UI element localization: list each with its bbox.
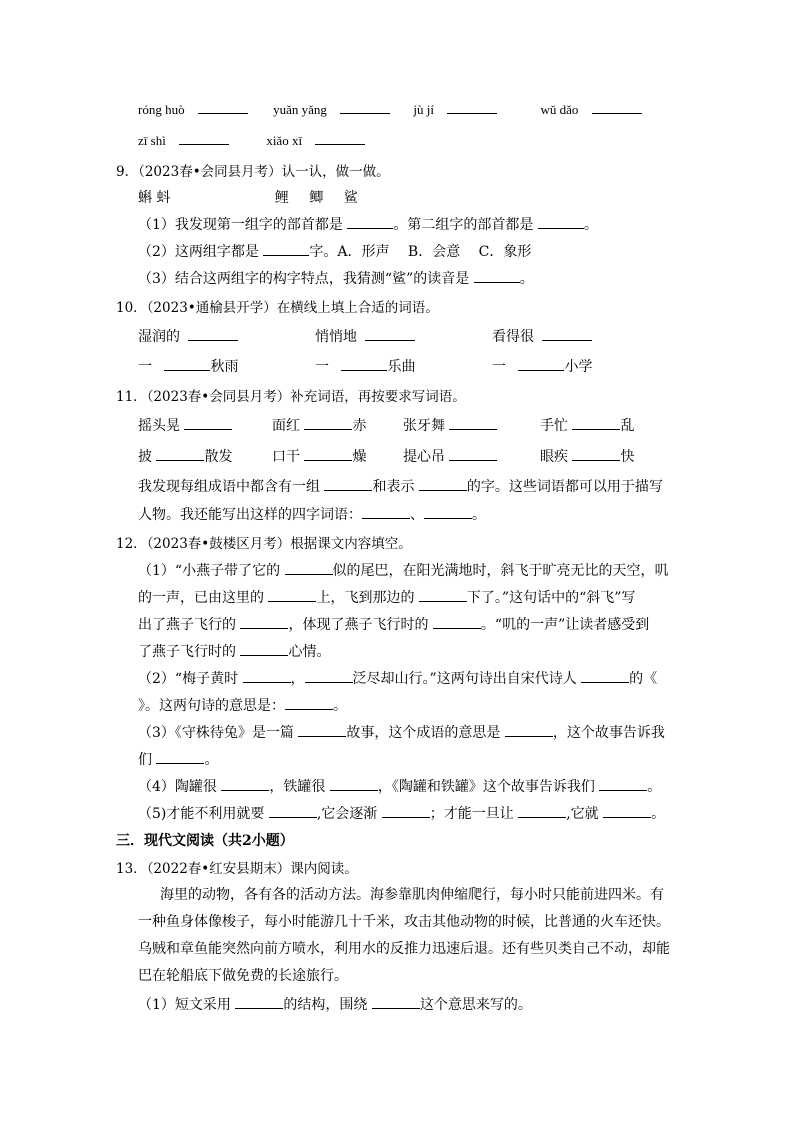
prompt-text: ,它就	[566, 806, 599, 822]
prompt-text: 了燕子飞行时的	[138, 644, 236, 660]
idiom-2	[272, 415, 366, 435]
answer-blank[interactable]	[324, 476, 372, 491]
answer-blank[interactable]	[424, 504, 472, 519]
answer-blank[interactable]	[542, 326, 592, 341]
question-source: （2023•通榆县开学）在横线上填上合适的词语。	[146, 300, 439, 316]
answer-blank[interactable]	[347, 214, 393, 229]
prompt-text: （2）这两组字都是	[138, 244, 259, 260]
question-11-header	[116, 385, 466, 405]
idiom-1	[138, 415, 232, 435]
word-prompt: 一	[492, 359, 506, 375]
prompt-text: （1）短文采用	[138, 997, 231, 1013]
prompt-text: 下了。”这句话中的“斜飞”写	[466, 590, 636, 606]
answer-blank[interactable]	[419, 587, 467, 602]
word-prompt: 悄悄地	[315, 329, 357, 345]
prompt-text: 出了燕子飞行的	[138, 617, 236, 633]
prompt-text: 。第二组字的部首都是	[393, 217, 534, 233]
question-number: 10．	[116, 300, 147, 316]
word-prompt: 湿润的	[138, 329, 180, 345]
q12-line-8	[138, 749, 218, 769]
passage-line-1: 海里的动物，各有各的活动方法。海参靠肌肉伸缩爬行，每小时只能前进四米。有	[160, 887, 664, 903]
answer-blank[interactable]	[179, 130, 229, 145]
answer-blank[interactable]	[447, 99, 497, 114]
answer-blank[interactable]	[581, 668, 629, 683]
prompt-text: （4）陶罐很	[138, 779, 217, 795]
prompt-text: 的一声，已由这里的	[138, 590, 264, 606]
question-source: （2022春•红安县期末）课内阅读。	[146, 861, 358, 877]
q9-sub-2	[138, 241, 531, 261]
word-prompt: 一	[315, 359, 329, 375]
idiom-part: 提心吊	[403, 449, 445, 465]
idiom-4	[540, 415, 634, 435]
prompt-text: ；才能一旦让	[429, 806, 514, 822]
answer-blank[interactable]	[240, 614, 288, 629]
passage-line-3: 乌贼和章鱼能突然向前方喷水，利用水的反推力迅速后退。还有些贝类自己不动，却能	[138, 941, 670, 957]
q12-line-9	[138, 776, 661, 796]
q10-row-2-a	[138, 356, 238, 376]
prompt-text: 。	[651, 806, 666, 822]
idiom-part: 手忙	[540, 418, 568, 434]
prompt-text: 故事，这个成语的意思是	[346, 725, 501, 741]
prompt-text: 。	[204, 752, 219, 768]
prompt-text: 字。A．形声 B．会意 C．象形	[309, 244, 532, 260]
pinyin-row-1	[138, 99, 642, 118]
answer-blank[interactable]	[184, 415, 232, 430]
q9-char-groups	[138, 187, 358, 207]
idiom-part: 摇头晃	[138, 418, 180, 434]
question-number: 12．	[116, 536, 147, 552]
answer-blank[interactable]	[315, 130, 365, 145]
prompt-text: ，铁罐很	[269, 779, 326, 795]
prompt-text: 。	[519, 271, 534, 287]
prompt-text: 的字。这些词语都可以用于描写	[466, 479, 663, 495]
idiom-part: 面红	[272, 418, 300, 434]
prompt-text: 似的尾巴，在阳光满地时，斜飞于旷亮无比的天空，叽	[332, 563, 669, 579]
pinyin-2: yuǎn yǎng	[273, 102, 327, 117]
idiom-part: 披	[138, 449, 152, 465]
prompt-text: ，《陶罐和铁罐》这个故事告诉我们	[377, 779, 595, 795]
q10-row-2-c	[492, 356, 592, 376]
q10-row-2-b	[315, 356, 415, 376]
answer-blank[interactable]	[221, 776, 269, 791]
prompt-text: ,它会逐渐	[316, 806, 378, 822]
prompt-text: （1）我发现第一组字的部首都是	[138, 217, 343, 233]
prompt-text: 。	[583, 217, 598, 233]
q9-sub-1	[138, 214, 598, 234]
answer-blank[interactable]	[240, 641, 288, 656]
char-group-2-a: 鲤	[274, 190, 289, 206]
char-group-1: 蝌 蚪	[138, 190, 171, 206]
word-prompt: 乐曲	[387, 359, 416, 375]
answer-blank[interactable]	[372, 994, 420, 1009]
idiom-part: 乱	[620, 418, 635, 434]
answer-blank[interactable]	[449, 446, 497, 461]
answer-blank[interactable]	[362, 504, 410, 519]
prompt-text: 。“叽的一声”让读者感受到	[480, 617, 650, 633]
answer-blank[interactable]	[198, 99, 248, 114]
answer-blank[interactable]	[518, 803, 566, 818]
answer-blank[interactable]	[156, 446, 204, 461]
q12-line-2	[138, 587, 635, 607]
answer-blank[interactable]	[269, 803, 317, 818]
q10-row-1-b	[315, 326, 415, 346]
idiom-3	[403, 415, 497, 435]
prompt-text: （5)才能不利用就要	[138, 806, 265, 822]
answer-blank[interactable]	[518, 356, 564, 371]
prompt-text: 们	[138, 752, 152, 768]
answer-blank[interactable]	[304, 415, 352, 430]
question-13-header	[116, 857, 358, 877]
char-group-2-b: 鲫	[309, 190, 324, 206]
answer-blank[interactable]	[419, 476, 467, 491]
pinyin-5: zī shì	[138, 133, 166, 148]
prompt-text: 心情。	[288, 644, 331, 660]
prompt-text: 。	[333, 698, 347, 714]
answer-blank[interactable]	[341, 356, 387, 371]
answer-blank[interactable]	[382, 803, 430, 818]
question-12-header	[116, 532, 412, 552]
answer-blank[interactable]	[603, 803, 651, 818]
prompt-text: 这个意思来写的。	[419, 997, 532, 1013]
question-source: （2023春•鼓楼区月考）根据课文内容填空。	[146, 536, 412, 552]
idiom-7	[403, 446, 497, 466]
word-prompt: 一	[138, 359, 152, 375]
word-prompt: 小学	[564, 359, 593, 375]
pinyin-3: jù jí	[413, 102, 434, 117]
answer-blank[interactable]	[330, 776, 378, 791]
idiom-part: 张牙舞	[403, 418, 445, 434]
answer-blank[interactable]	[268, 587, 316, 602]
answer-blank[interactable]	[505, 722, 553, 737]
char-group-2-c: 鲨	[343, 190, 358, 206]
prompt-text: （3）结合这两组字的构字特点，我猜测“鲨”的读音是	[138, 271, 470, 287]
answer-blank[interactable]	[263, 241, 309, 256]
prompt-text: （1）“小燕子带了它的	[138, 563, 281, 579]
answer-blank[interactable]	[538, 214, 584, 229]
answer-blank[interactable]	[243, 668, 291, 683]
idiom-part: 燥	[352, 449, 367, 465]
q10-row-1	[138, 326, 238, 346]
q12-line-3	[138, 614, 649, 634]
passage-line-4: 巴在轮船底下做免费的长途旅行。	[138, 968, 348, 984]
question-source: （2023春•会同县月考）认一认，做一做。	[138, 164, 390, 180]
answer-blank[interactable]	[285, 695, 333, 710]
answer-blank[interactable]	[235, 994, 283, 1009]
word-prompt: 秋雨	[210, 359, 239, 375]
q11-summary-1	[138, 476, 663, 496]
q12-line-4	[138, 641, 330, 661]
prompt-text: 上，飞到那边的	[316, 590, 415, 606]
q12-line-5	[138, 668, 657, 688]
pinyin-row-2	[138, 130, 365, 149]
prompt-text: 。	[647, 779, 662, 795]
prompt-text: ，这个故事告诉我	[552, 725, 665, 741]
prompt-text: 的《	[629, 671, 658, 687]
idiom-5	[138, 446, 232, 466]
prompt-text: ，	[290, 671, 305, 687]
answer-blank[interactable]	[156, 749, 204, 764]
answer-blank[interactable]	[592, 99, 642, 114]
idiom-6	[272, 446, 366, 466]
idiom-part: 快	[620, 449, 635, 465]
question-number: 9．	[116, 164, 139, 180]
prompt-text: 人物。我还能写出这样的四字词语：	[138, 507, 362, 523]
answer-blank[interactable]	[433, 614, 481, 629]
answer-blank[interactable]	[449, 415, 497, 430]
prompt-text: 》。这两句诗的意思是：	[138, 698, 285, 714]
question-number: 13．	[116, 861, 147, 877]
question-source: （2023春•会同县月考）补充词语，再按要求写词语。	[146, 389, 466, 405]
prompt-text: 的结构，围绕	[283, 997, 368, 1013]
q10-row-1-c	[492, 326, 592, 346]
q12-line-7	[138, 722, 665, 742]
question-9-header	[116, 160, 390, 180]
prompt-text: （2）“梅子黄时	[138, 671, 239, 687]
prompt-text: 、	[410, 507, 424, 523]
answer-blank[interactable]	[298, 722, 346, 737]
q12-line-1	[138, 560, 669, 580]
pinyin-4: wǔ dǎo	[540, 102, 579, 117]
idiom-part: 口干	[272, 449, 300, 465]
q12-line-10	[138, 803, 665, 823]
idiom-part: 散发	[204, 449, 233, 465]
passage-line-2: 一种鱼身体像梭子，每小时能游几十千米，攻击其他动物的时候，比普通的火车还快。	[138, 914, 670, 930]
question-number: 11．	[116, 389, 147, 405]
idiom-part: 赤	[352, 418, 367, 434]
idiom-part: 眼疾	[540, 449, 568, 465]
idiom-8	[540, 446, 634, 466]
answer-blank[interactable]	[305, 668, 353, 683]
q13-sub-1	[138, 994, 532, 1014]
answer-blank[interactable]	[474, 268, 520, 283]
prompt-text: 泛尽却山行。”这两句诗出自宋代诗人	[352, 671, 577, 687]
answer-blank[interactable]	[572, 446, 620, 461]
prompt-text: 和表示	[372, 479, 415, 495]
q11-summary-2	[138, 504, 486, 524]
answer-blank[interactable]	[304, 446, 352, 461]
word-prompt: 看得很	[492, 329, 534, 345]
answer-blank[interactable]	[572, 415, 620, 430]
answer-blank[interactable]	[599, 776, 647, 791]
prompt-text: 我发现每组成语中都含有一组	[138, 479, 320, 495]
prompt-text: 。	[472, 507, 486, 523]
answer-blank[interactable]	[365, 326, 415, 341]
q9-sub-3	[138, 268, 534, 288]
pinyin-6: xiǎo xī	[266, 133, 303, 148]
prompt-text: ，体现了燕子飞行时的	[288, 617, 429, 633]
question-10-header	[116, 296, 439, 316]
pinyin-1: róng huò	[138, 102, 185, 117]
q12-line-6	[138, 695, 347, 715]
answer-blank[interactable]	[285, 560, 333, 575]
answer-blank[interactable]	[340, 99, 390, 114]
prompt-text: （3）《守株待兔》是一篇	[138, 725, 294, 741]
section-heading: 三．现代文阅读（共2小题）	[116, 833, 294, 849]
answer-blank[interactable]	[164, 356, 210, 371]
answer-blank[interactable]	[188, 326, 238, 341]
